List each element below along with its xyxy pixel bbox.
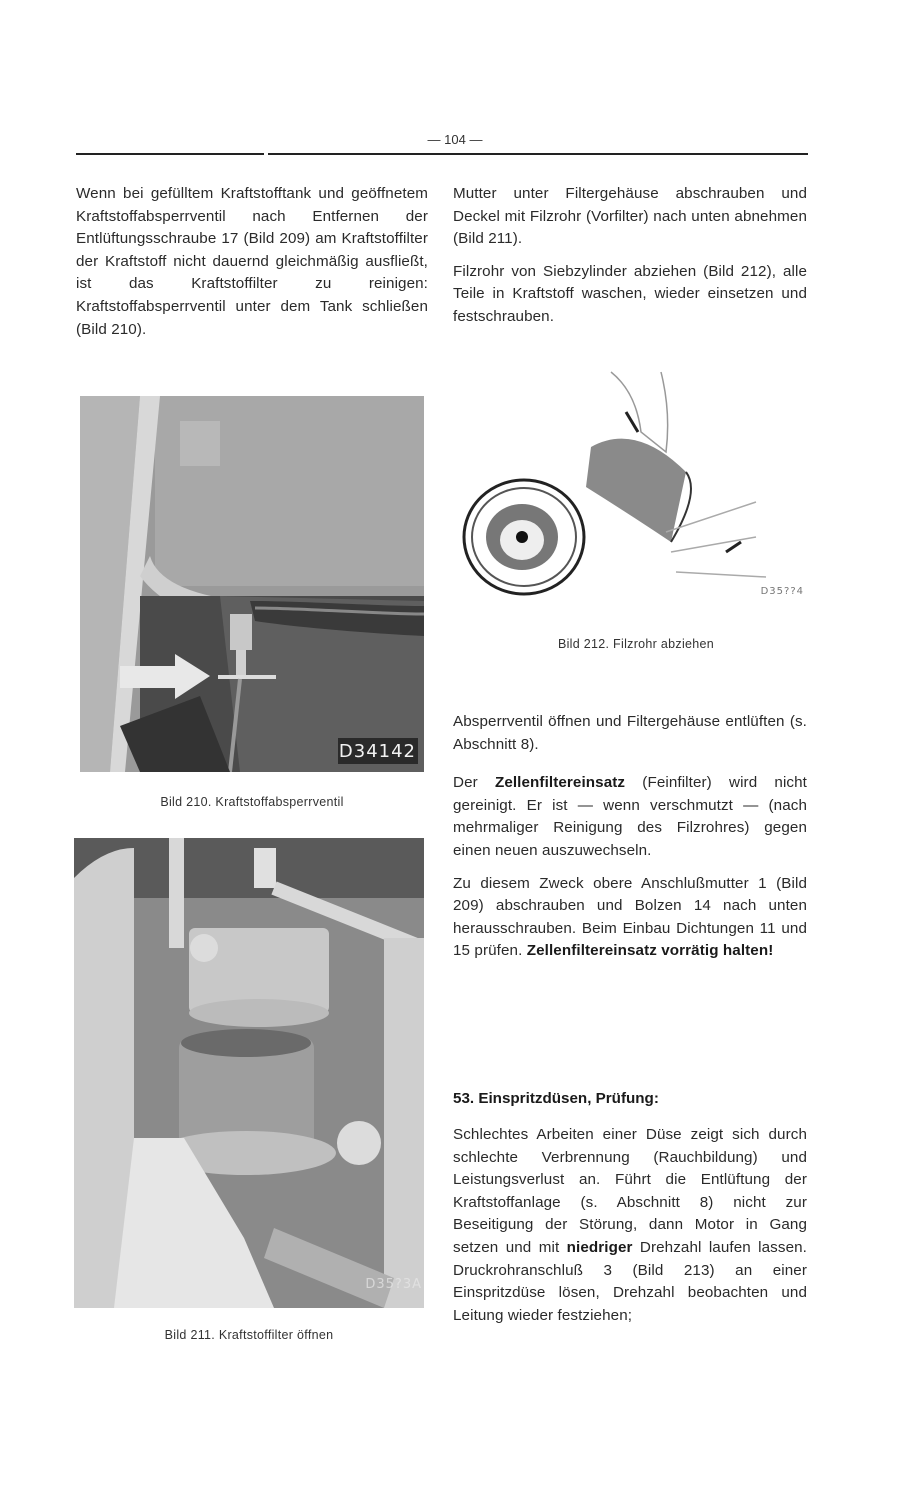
figure-211-caption: Bild 211. Kraftstoffilter öffnen [164, 1328, 334, 1342]
header-rule-right [268, 153, 808, 155]
right-column-top-text [453, 183, 807, 339]
figure-211-code: D35?3A [365, 1277, 422, 1292]
keep-in-stock-note: Zellenfiltereinsatz vorrätig halten! [526, 942, 774, 960]
figure-212-caption: Bild 212. Filzrohr abziehen [557, 637, 715, 651]
paragraph-filter-housing: Mutter unter Filtergehäuse abschrauben und Deckel mit Filzrohr (Vorfilter) nach unten abnehmen (Bild 211). [453, 185, 807, 248]
paragraph-cell-filter: Der Zellenfiltereinsatz (Feinfilter) wird nicht gereinigt. Er ist — wenn verschmutzt — (nach mehrmaliger Reinigung des Filzrohres) gegen einen neuen auszuwechseln. [453, 774, 807, 859]
term-cell-filter: Zellenfiltereinsatz [494, 774, 626, 792]
paragraph-felt-tube: Filzrohr von Siebzylinder abziehen (Bild 212), alle Teile in Kraftstoff waschen, wieder einsetzen und festschrauben. [453, 262, 807, 325]
figure-210-photo [80, 396, 424, 772]
figure-210-code: D34142 [338, 741, 416, 762]
header-rule-left [76, 153, 264, 155]
page-number: — 104 — [427, 132, 483, 147]
figure-211-photo [74, 838, 424, 1308]
paragraph-replacement: Zu diesem Zweck obere Anschlußmutter 1 (Bild 209) abschrauben und Bolzen 14 nach unten herausschrauben. Beim Einbau Dichtungen 11 und 15 prüfen. Zellenfiltereinsatz vorrätig halten! [453, 874, 807, 960]
figure-210-caption: Bild 210. Kraftstoffabsperrventil [160, 795, 344, 809]
intro-paragraph: Wenn bei gefülltem Kraftstofftank und geöffnetem Kraftstoffabsperrventil nach Entfernen der Entlüftungsschraube 17 (Bild 209) am Kraftstoffilter der Kraftstoff nicht dauernd gleichmäßig ausfließt, ist das Kraftstoffilter zu reinigen: Kraftstoffabsperrventil unter dem Tank schließen (Bild 210). [76, 185, 428, 338]
right-column-bottom-text [453, 1124, 807, 1337]
figure-212-drawing [456, 362, 816, 612]
paragraph-open-valve: Absperrventil öffnen und Filtergehäuse entlüften (s. Abschnitt 8). [453, 713, 807, 753]
fuel-filter-illustration [74, 838, 424, 1308]
fuel-shutoff-valve-illustration [80, 396, 424, 772]
felt-tube-removal-illustration [456, 362, 816, 612]
right-column-middle-text [453, 711, 807, 973]
section-heading-53: 53. Einspritzdüsen, Prüfung: [453, 1090, 659, 1107]
figure-212-code: D35??4 [760, 586, 804, 597]
left-column-text [76, 183, 428, 351]
term-low-speed: niedriger [566, 1238, 633, 1256]
paragraph-injector-test: Schlechtes Arbeiten einer Düse zeigt sich durch schlechte Verbrennung (Rauchbildung) und Leistungsverlust an. Führt die Entlüftung der Kraftstoffanlage (s. Abschnitt 8) nicht zur Beseitigung der Störung, dann Motor in Gang setzen und mit niedriger Drehzahl laufen lassen. Druckrohranschluß 3 (Bild 213) an einer Einspritzdüse lösen, Drehzahl beobachten und Leitung wieder festziehen; [453, 1126, 807, 1324]
